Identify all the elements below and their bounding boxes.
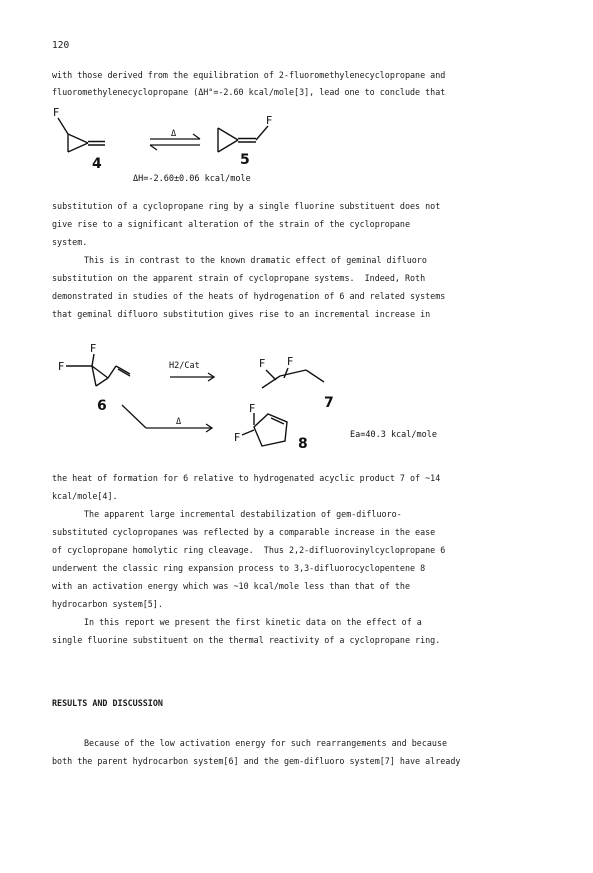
compound-label-6: 6 bbox=[97, 398, 107, 414]
body-text-line: with those derived from the equilibration of 2-fluoromethylenecyclopropane and bbox=[52, 70, 446, 80]
structure-4 bbox=[53, 106, 105, 152]
compound-label-5: 5 bbox=[240, 152, 250, 168]
fluorine-atom-label: F bbox=[53, 106, 60, 119]
section-heading: RESULTS AND DISCUSSION bbox=[52, 698, 163, 708]
body-text-line: with an activation energy which was ~10 kcal/mole less than that of the bbox=[52, 581, 410, 591]
hydrogenation-arrow bbox=[170, 373, 214, 381]
body-text-line: underwent the classic ring expansion process to 3,3-difluorocyclopentene 8 bbox=[52, 563, 426, 573]
structure-7 bbox=[259, 355, 324, 388]
body-text-line: The apparent large incremental destabilization of gem-difluoro- bbox=[84, 509, 402, 519]
fluorine-atom-label: F bbox=[259, 357, 266, 370]
structure-8 bbox=[234, 402, 287, 446]
heat-symbol: Δ bbox=[171, 129, 177, 139]
body-text-line: kcal/mole[4]. bbox=[52, 491, 118, 501]
body-text-line: demonstrated in studies of the heats of hydrogenation of 6 and related systems bbox=[52, 291, 446, 301]
structure-5 bbox=[218, 114, 272, 152]
body-text-line: substituted cyclopropanes was reflected by a comparable increase in the ease bbox=[52, 527, 436, 537]
body-text-line: In this report we present the first kinetic data on the effect of a bbox=[84, 617, 422, 627]
body-text-line: hydrocarbon system[5]. bbox=[52, 599, 163, 609]
body-text-line: This is in contrast to the known dramatic effect of geminal difluoro bbox=[84, 255, 427, 265]
heat-symbol: Δ bbox=[176, 417, 182, 427]
fluorine-atom-label: F bbox=[266, 114, 273, 127]
compound-label-4: 4 bbox=[92, 156, 102, 172]
body-text-line: system. bbox=[52, 237, 88, 247]
fluorine-atom-label: F bbox=[234, 431, 241, 444]
enthalpy-caption: ΔH=-2.60±0.06 kcal/mole bbox=[133, 174, 251, 184]
body-text-line: Because of the low activation energy for such rearrangements and because bbox=[84, 738, 448, 748]
page-number: 120 bbox=[52, 40, 70, 51]
activation-energy-label: Ea=40.3 kcal/mole bbox=[350, 430, 437, 440]
fluorine-atom-label: F bbox=[90, 342, 97, 355]
compound-label-8: 8 bbox=[298, 436, 308, 452]
reagent-label: H2/Cat bbox=[169, 361, 200, 371]
thermal-arrow bbox=[122, 405, 212, 432]
body-text-line: of cyclopropane homolytic ring cleavage. Thus 2,2-difluorovinylcyclopropane 6 bbox=[52, 545, 446, 555]
fluorine-atom-label: F bbox=[58, 360, 65, 373]
compound-label-7: 7 bbox=[324, 395, 334, 411]
body-text-line: substitution on the apparent strain of cyclopropane systems. Indeed, Roth bbox=[52, 273, 426, 283]
body-text-line: both the parent hydrocarbon system[6] and the gem-difluoro system[7] have already bbox=[52, 756, 461, 766]
structure-6 bbox=[58, 342, 130, 386]
fluorine-atom-label: F bbox=[287, 355, 294, 368]
fluorine-atom-label: F bbox=[249, 402, 256, 415]
body-text-line: substitution of a cyclopropane ring by a single fluorine substituent does not bbox=[52, 201, 441, 211]
body-text-line: that geminal difluoro substitution gives rise to an incremental increase in bbox=[52, 309, 431, 319]
body-text-line: single fluorine substituent on the thermal reactivity of a cyclopropane ring. bbox=[52, 635, 441, 645]
body-text-line: fluoromethylenecyclopropane (ΔH°=-2.60 kcal/mole[3], lead one to conclude that bbox=[52, 87, 446, 97]
body-text-line: give rise to a significant alteration of the strain of the cyclopropane bbox=[52, 219, 410, 229]
body-text-line: the heat of formation for 6 relative to hydrogenated acyclic product 7 of ~14 bbox=[52, 473, 441, 483]
